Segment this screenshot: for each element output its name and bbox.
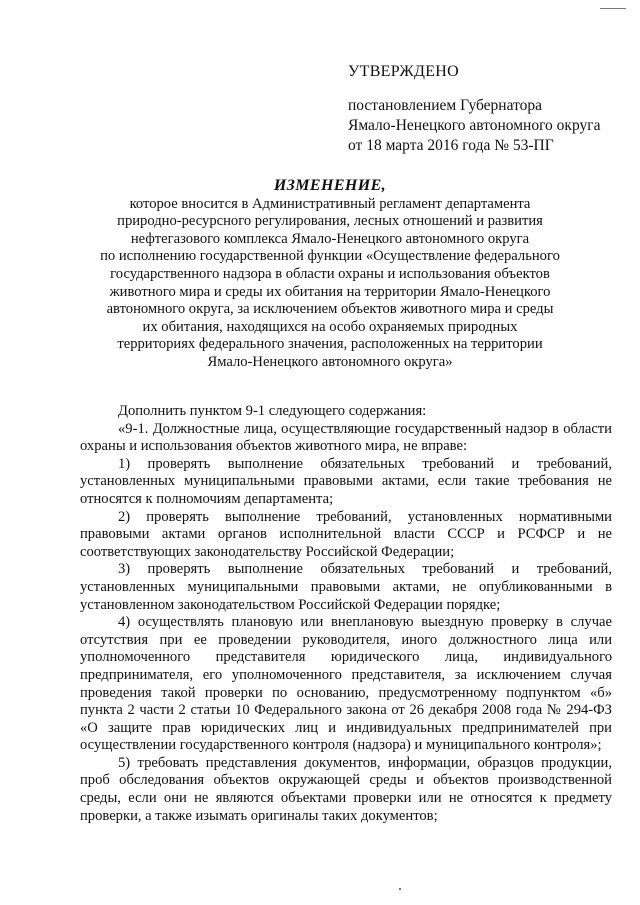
approval-line: Ямало-Ненецкого автономного округа — [348, 117, 601, 134]
heading-line: территориях федерального значения, расположенных на территории — [117, 336, 543, 353]
document-heading — [80, 177, 580, 372]
item-paragraph: 3) проверять выполнение обязательных требований и требований, установленных муниципальными правовыми актами, не опубликованными в установленном законодательством Российской Федерации порядке; — [80, 561, 612, 613]
item-paragraph: 5) требовать представления документов, информации, образцов продукции, проб обследования объектов окружающей среды и объектов производственной среды, если они не являются объектами проверки или не относятся к предмету проверки, а также изымать оригиналы таких документов; — [80, 754, 612, 824]
heading-title: ИЗМЕНЕНИЕ, — [273, 177, 387, 194]
heading-line: их обитания, находящихся на особо охраняемых природных — [142, 318, 518, 335]
heading-line: природно-ресурсного регулирования, лесных отношений и развития — [117, 213, 543, 230]
item-paragraph: 1) проверять выполнение обязательных требований и требований, установленных муниципальными правовыми актами, если такие требования не относятся к полномочиям департамента; — [80, 455, 612, 507]
item-paragraph: 2) проверять выполнение требований, установленных нормативными правовыми актами органов исполнительной власти СССР и РСФСР и не соответствующих законодательству Российской Федерации; — [80, 508, 612, 560]
intro-paragraph: Дополнить пунктом 9-1 следующего содержания: — [118, 403, 427, 419]
scan-mark — [399, 888, 401, 890]
item-paragraph: 4) осуществлять плановую или внеплановую выездную проверку в случае отсутствия при ее проведении руководителя, иного должностного лица или уполномоченного представителя юридического лица, индивидуального предпринимателя, его уполномоченного представителя, за исключением случая проведения такой проверки по основанию, предусмотренному подпунктом «б» пункта 2 части 2 статьи 10 Федерального закона от 26 декабря 2008 года № 294-ФЗ «О защите прав юридических лиц и индивидуальных предпринимателей при осуществлении государственного контроля (надзора) и муниципального контроля»; — [80, 614, 612, 754]
heading-line: которое вносится в Административный регламент департамента — [129, 195, 531, 212]
heading-line: Ямало-Ненецкого автономного округа» — [207, 353, 453, 370]
heading-line: государственного надзора в области охраны и использования объектов — [110, 265, 550, 282]
clause-paragraph: «9-1. Должностные лица, осуществляющие государственный надзор в области охраны и использования объектов животного мира, не вправе: — [80, 420, 612, 455]
document-body — [80, 403, 612, 825]
approval-block — [348, 62, 600, 156]
approval-line: от 18 марта 2016 года № 53-ПГ — [348, 137, 554, 154]
heading-line: нефтегазового комплекса Ямало-Ненецкого автономного округа — [130, 230, 530, 247]
approval-title: УТВЕРЖДЕНО — [348, 63, 460, 80]
scan-mark — [600, 8, 626, 9]
approval-line: постановлением Губернатора — [348, 97, 543, 114]
heading-line: автономного округа, за исключением объектов животного мира и среды — [106, 301, 554, 318]
heading-line: по исполнению государственной функции «Осуществление федерального — [100, 248, 560, 265]
heading-line: животного мира и среды их обитания на территории Ямало-Ненецкого — [109, 283, 551, 300]
